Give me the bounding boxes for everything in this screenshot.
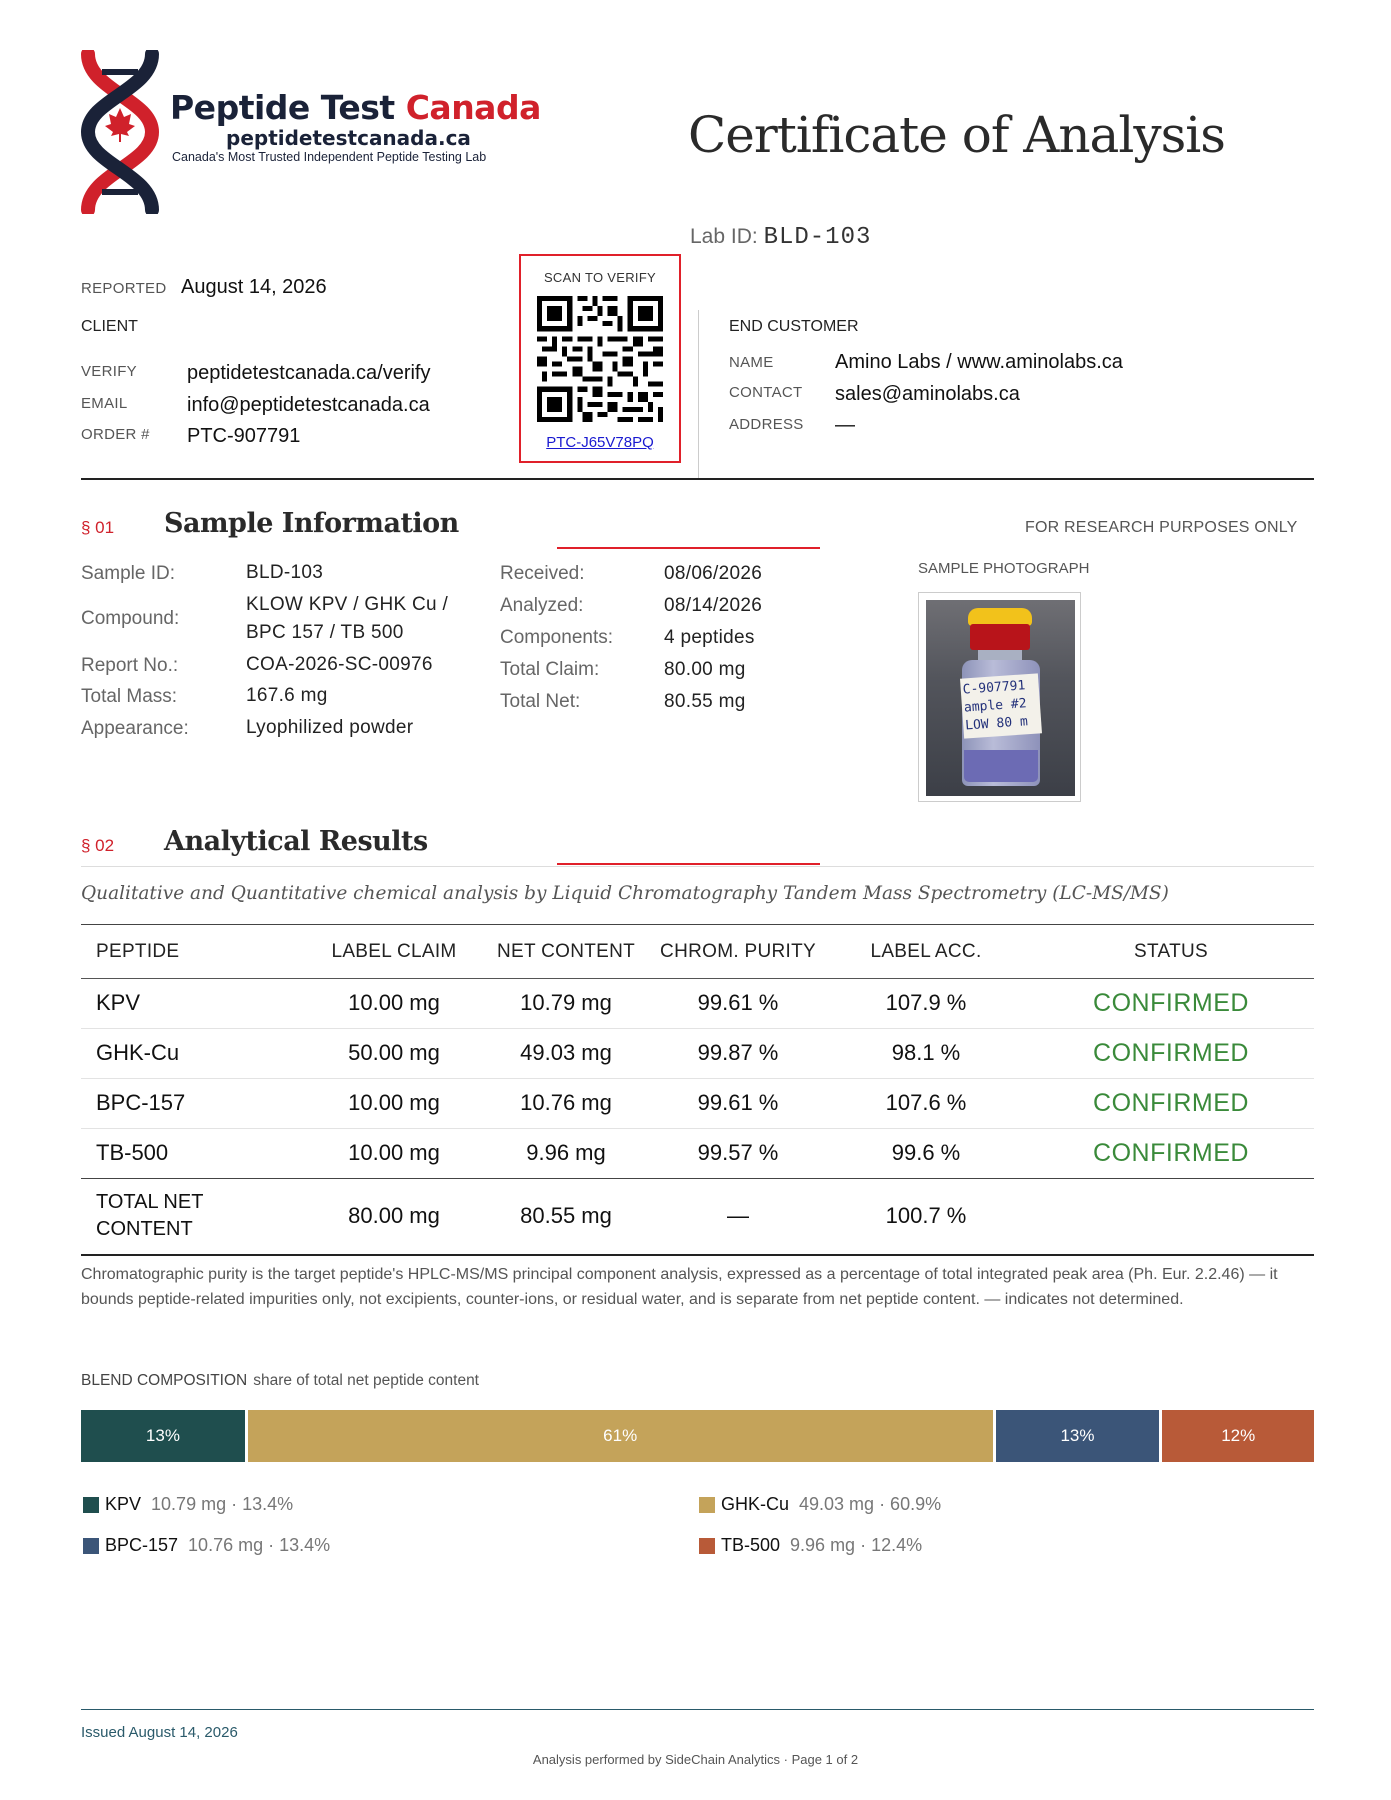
appearance-value: Lyophilized powder (246, 717, 414, 738)
label-claim: 10.00 mg (308, 978, 480, 1028)
col-label-acc: LABEL ACC. (870, 940, 982, 962)
purity-footnote: Chromatographic purity is the target peptide's HPLC-MS/MS principal component analysis, expressed as a percentage of total integrated peak area (Ph. Eur. 2.2.46) — it bounds peptide-related impurities only, not excipients, counter-ions, or residual water, and is separate from net peptide content. — indicates not determined. (81, 1266, 1278, 1308)
total-label-line2: CONTENT (96, 1218, 193, 1241)
components-label: Components: (500, 627, 614, 648)
customer-address: — (835, 414, 855, 436)
total-row (81, 1178, 1314, 1255)
vial-label-line3: LOW 80 m (964, 714, 1029, 734)
blend-label: BLEND COMPOSITION (81, 1372, 248, 1389)
table-row (81, 1078, 1314, 1128)
analyzed-label: Analyzed: (500, 595, 584, 616)
status-badge: CONFIRMED (1093, 1138, 1249, 1167)
issued-date: Issued August 14, 2026 (81, 1724, 238, 1741)
col-peptide: PEPTIDE (96, 940, 180, 962)
chrom-purity: 99.61 % (652, 978, 824, 1028)
blend-segment-bpc-157: 13% (996, 1410, 1160, 1462)
legend-name: BPC-157 (105, 1535, 179, 1555)
vial-label-line1: C-907791 (962, 678, 1026, 698)
total-net: 80.55 mg (520, 1203, 612, 1229)
chrom-purity: 99.61 % (652, 1078, 824, 1128)
sample-id-label: Sample ID: (81, 563, 175, 584)
blend-segment-tb-500: 12% (1162, 1410, 1314, 1462)
total-label-line1: TOTAL NET (96, 1191, 204, 1214)
research-notice: FOR RESEARCH PURPOSES ONLY (1025, 519, 1298, 536)
total-claim-label: Total Claim: (500, 659, 600, 680)
powder-fill-icon (964, 750, 1038, 782)
customer-contact-label: CONTACT (729, 384, 803, 401)
vial-photo-image (926, 600, 1075, 796)
col-net-content: NET CONTENT (496, 940, 636, 962)
logo-wordmark (170, 88, 541, 127)
total-mass-value: 167.6 mg (246, 685, 328, 706)
peptide-name: TB-500 (96, 1140, 169, 1165)
section-2-title: Analytical Results (164, 826, 428, 857)
label-accuracy: 99.6 % (891, 1140, 961, 1165)
report-no-label: Report No.: (81, 655, 179, 676)
verify-label: VERIFY (81, 363, 137, 380)
compound-label: Compound: (81, 608, 180, 629)
total-label (81, 1178, 308, 1255)
analyzed-value: 08/14/2026 (664, 595, 763, 616)
header-divider (698, 310, 699, 478)
legend-item-ghk-cu (699, 1494, 941, 1515)
email-link[interactable]: info@peptidetestcanada.ca (187, 394, 430, 416)
section-2-number: § 02 (81, 836, 115, 855)
col-chrom-purity: CHROM. PURITY (660, 940, 816, 962)
label-claim: 10.00 mg (348, 1140, 440, 1165)
peptide-name: GHK-Cu (81, 1028, 308, 1078)
total-net-value: 80.55 mg (664, 691, 746, 712)
chrom-purity: 99.87 % (652, 1028, 824, 1078)
verify-link[interactable]: peptidetestcanada.ca/verify (187, 362, 431, 384)
total-mass-label: Total Mass: (81, 686, 178, 707)
legend-detail: 49.03 mg · 60.9% (799, 1494, 942, 1514)
dna-helix-logo-icon (80, 50, 164, 214)
blend-sublabel: share of total net peptide content (253, 1372, 479, 1389)
qr-code-icon[interactable] (537, 296, 663, 422)
report-no-value: COA-2026-SC-00976 (246, 654, 433, 675)
end-customer-heading: END CUSTOMER (729, 318, 859, 335)
total-status (1028, 1178, 1314, 1255)
analysis-method-subtitle: Qualitative and Quantitative chemical analysis by Liquid Chromatography Tandem Mass Spectrometry (LC-MS/MS) (81, 883, 1169, 904)
label-claim: 50.00 mg (308, 1028, 480, 1078)
blend-segment-kpv: 13% (81, 1410, 245, 1462)
sample-id-value: BLD-103 (246, 562, 324, 583)
order-number: PTC-907791 (187, 425, 301, 447)
status-badge: CONFIRMED (1028, 1028, 1314, 1078)
vial-crimp-icon (970, 624, 1030, 650)
peptide-name: BPC-157 (81, 1078, 308, 1128)
legend-swatch-icon (699, 1538, 715, 1554)
lab-id (690, 224, 871, 251)
section-1-accent-rule (557, 547, 820, 549)
vial-label-line2: ample #2 (963, 696, 1028, 716)
legend-detail: 9.96 mg · 12.4% (790, 1535, 923, 1555)
vial-body-icon (962, 660, 1040, 786)
legend-detail: 10.76 mg · 13.4% (188, 1535, 331, 1555)
legend-swatch-icon (699, 1497, 715, 1513)
table-row (81, 978, 1314, 1028)
peptide-name: KPV (81, 978, 308, 1028)
logo-website: peptidetestcanada.ca (226, 126, 471, 150)
total-claim: 80.00 mg (348, 1203, 440, 1229)
legend-item-kpv (83, 1494, 293, 1515)
legend-swatch-icon (83, 1497, 99, 1513)
customer-name: Amino Labs / www.aminolabs.ca (835, 351, 1123, 373)
company-logo (80, 50, 541, 210)
table-row (81, 1028, 1314, 1078)
document-title: Certificate of Analysis (688, 106, 1225, 164)
label-accuracy: 107.6 % (824, 1078, 1028, 1128)
legend-item-tb-500 (699, 1535, 922, 1556)
chrom-purity: 99.57 % (697, 1140, 779, 1165)
blend-composition-bar (81, 1410, 1314, 1462)
email-label: EMAIL (81, 395, 128, 412)
table-top-rule (81, 924, 1314, 925)
col-label-claim: LABEL CLAIM (331, 940, 457, 962)
components-value: 4 peptides (664, 627, 755, 648)
customer-contact[interactable]: sales@aminolabs.ca (835, 383, 1020, 405)
client-label: CLIENT (81, 318, 138, 335)
customer-address-label: ADDRESS (729, 416, 804, 433)
section-1-number: § 01 (81, 518, 115, 537)
total-accuracy: 100.7 % (885, 1203, 967, 1229)
blend-segment-ghk-cu: 61% (248, 1410, 993, 1462)
legend-swatch-icon (83, 1538, 99, 1554)
lab-id-label: Lab ID: (690, 225, 758, 248)
sample-photograph (918, 592, 1081, 802)
total-net-label: Total Net: (500, 691, 581, 712)
scan-to-verify-label: SCAN TO VERIFY (543, 270, 657, 285)
header-rule (81, 478, 1314, 480)
section-2-accent-rule (557, 863, 820, 865)
order-label: ORDER # (81, 426, 150, 443)
status-badge: CONFIRMED (1028, 978, 1314, 1028)
logo-name-part2: Canada (405, 88, 541, 127)
total-claim-value: 80.00 mg (664, 659, 746, 680)
col-status: STATUS (1134, 940, 1208, 962)
label-accuracy: 107.9 % (824, 978, 1028, 1028)
legend-name: TB-500 (721, 1535, 781, 1555)
net-content: 10.79 mg (480, 978, 652, 1028)
compound-value-line1: KLOW KPV / GHK Cu / (246, 594, 449, 615)
section-1-title: Sample Information (164, 508, 459, 539)
lab-id-value: BLD-103 (763, 224, 872, 251)
reported-label: REPORTED (81, 280, 167, 297)
net-content: 10.76 mg (480, 1078, 652, 1128)
net-content: 49.03 mg (480, 1028, 652, 1078)
compound-value-line2: BPC 157 / TB 500 (246, 622, 404, 643)
legend-item-bpc-157 (83, 1535, 330, 1556)
appearance-label: Appearance: (81, 718, 189, 739)
reported-date: August 14, 2026 (181, 276, 327, 298)
table-row (81, 1128, 1314, 1178)
blend-composition-heading (81, 1372, 479, 1390)
legend-name: GHK-Cu (721, 1494, 790, 1514)
legend-detail: 10.79 mg · 13.4% (151, 1494, 294, 1514)
logo-name-part1: Peptide Test (170, 88, 395, 127)
received-value: 08/06/2026 (664, 563, 763, 584)
label-accuracy: 98.1 % (824, 1028, 1028, 1078)
section-2-rule (81, 866, 1314, 867)
received-label: Received: (500, 563, 585, 584)
label-claim: 10.00 mg (308, 1078, 480, 1128)
vial-label (960, 673, 1042, 738)
page-footer: Analysis performed by SideChain Analytics · Page 1 of 2 (532, 1752, 859, 1767)
status-badge: CONFIRMED (1028, 1078, 1314, 1128)
total-purity: — (727, 1203, 749, 1229)
sample-photograph-label: SAMPLE PHOTOGRAPH (918, 560, 1090, 577)
table-header-row (81, 926, 1314, 978)
qr-verify-box (519, 254, 681, 463)
legend-name: KPV (105, 1494, 142, 1514)
customer-name-label: NAME (729, 354, 774, 371)
net-content: 9.96 mg (526, 1140, 606, 1165)
verification-code-link[interactable]: PTC-J65V78PQ (546, 434, 654, 451)
results-table (81, 926, 1314, 1256)
logo-tagline: Canada's Most Trusted Independent Peptide Testing Lab (172, 150, 487, 164)
footer-rule (81, 1709, 1314, 1710)
